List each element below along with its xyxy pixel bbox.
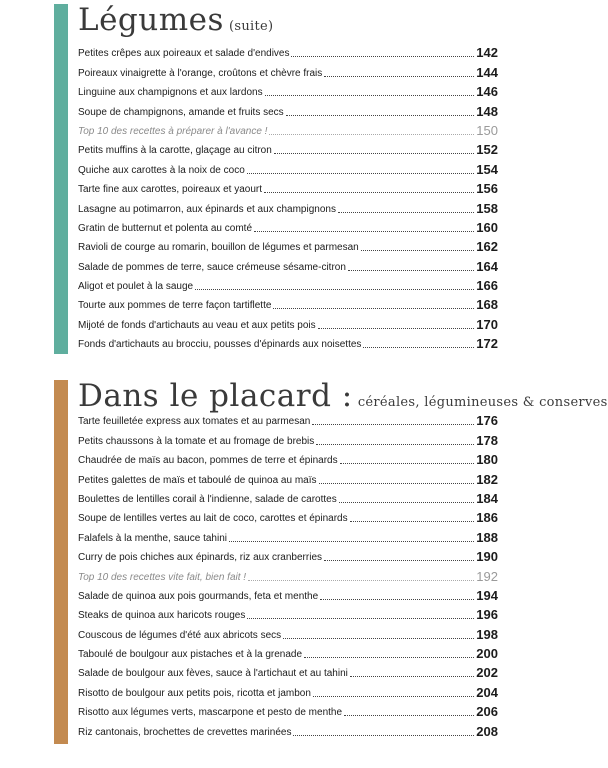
- page-number: 154: [476, 161, 498, 177]
- dot-leader: [254, 231, 474, 232]
- toc-entry: [78, 41, 498, 60]
- toc-entry: [78, 312, 498, 331]
- recipe-title: Boulettes de lentilles corail à l'indienne, salade de carottes: [78, 493, 337, 505]
- dot-leader: [320, 599, 474, 600]
- page-number: 180: [476, 452, 498, 468]
- dot-leader: [229, 541, 474, 542]
- dot-leader: [291, 56, 474, 57]
- dot-leader: [283, 638, 474, 639]
- toc-entry: [78, 719, 498, 738]
- section-subtitle: céréales, légumineuses & conserves: [357, 395, 608, 410]
- section-color-bar: [54, 4, 68, 354]
- recipe-title: Tarte fine aux carottes, poireaux et yaourt: [78, 184, 262, 196]
- recipe-title: Salade de boulgour aux fèves, sauce à l'artichaut et au tahini: [78, 668, 348, 680]
- page-number: 176: [476, 413, 498, 429]
- section-title: Dans le placard :: [78, 378, 353, 414]
- recipe-title: Tourte aux pommes de terre façon tartiflette: [78, 300, 272, 312]
- page-number: 192: [476, 568, 498, 584]
- dot-leader: [340, 463, 475, 464]
- page-number: 204: [476, 684, 498, 700]
- toc-entry: [78, 584, 498, 603]
- dot-leader: [293, 735, 474, 736]
- recipe-title: Curry de pois chiches aux épinards, riz aux cranberries: [78, 552, 322, 564]
- page-number: 150: [476, 122, 498, 138]
- recipe-title: Linguine aux champignons et aux lardons: [78, 87, 263, 99]
- recipe-title: Petits muffins à la carotte, glaçage au citron: [78, 145, 272, 157]
- toc-entry-highlight: [78, 119, 498, 138]
- recipe-title: Soupe de lentilles vertes au lait de coco, carottes et épinards: [78, 513, 348, 525]
- page-number: 152: [476, 142, 498, 158]
- page-number: 162: [476, 239, 498, 255]
- recipe-title: Riz cantonais, brochettes de crevettes marinées: [78, 726, 292, 738]
- toc-entry: [78, 428, 498, 447]
- recipe-title: Salade de quinoa aux pois gourmands, feta et menthe: [78, 590, 319, 602]
- toc-entry: [78, 293, 498, 312]
- toc-entry: [78, 525, 498, 544]
- toc-entry: [78, 622, 498, 641]
- toc-entry: [78, 235, 498, 254]
- page-number: 144: [476, 64, 498, 80]
- recipe-title: Petites galettes de maïs et taboulé de quinoa au maïs: [78, 474, 317, 486]
- dot-leader: [361, 250, 475, 251]
- recipe-title: Soupe de champignons, amande et fruits secs: [78, 106, 284, 118]
- section-title: Légumes: [78, 2, 224, 38]
- dot-leader: [339, 502, 475, 503]
- toc-entry: [78, 274, 498, 293]
- page-number: 170: [476, 316, 498, 332]
- dot-leader: [344, 715, 474, 716]
- page-number: 178: [476, 432, 498, 448]
- dot-leader: [319, 483, 475, 484]
- recipe-title: Top 10 des recettes vite fait, bien fait !: [78, 571, 247, 583]
- recipe-title: Petites crêpes aux poireaux et salade d'endives: [78, 48, 290, 60]
- page-number: 196: [476, 607, 498, 623]
- dot-leader: [350, 676, 474, 677]
- page-number: 206: [476, 704, 498, 720]
- page-number: 146: [476, 84, 498, 100]
- dot-leader: [248, 580, 474, 581]
- recipe-title: Risotto aux légumes verts, mascarpone et pesto de menthe: [78, 707, 343, 719]
- toc-entry: [78, 60, 498, 79]
- toc-entry: [78, 80, 498, 99]
- page-number: 164: [476, 258, 498, 274]
- page-number: 194: [476, 587, 498, 603]
- dot-leader: [363, 347, 474, 348]
- dot-leader: [312, 424, 474, 425]
- dot-leader: [318, 328, 475, 329]
- recipe-title: Fonds d'artichauts au brocciu, pousses d'épinards aux noisettes: [78, 339, 362, 351]
- dot-leader: [338, 212, 474, 213]
- recipe-title: Petits chaussons à la tomate et au fromage de brebis: [78, 435, 315, 447]
- recipe-title: Top 10 des recettes à préparer à l'avance !: [78, 125, 268, 137]
- toc-entry: [78, 603, 498, 622]
- toc-entry: [78, 177, 498, 196]
- page-number: 160: [476, 219, 498, 235]
- toc-entry: [78, 138, 498, 157]
- dot-leader: [247, 173, 475, 174]
- page-number: 172: [476, 336, 498, 352]
- recipe-title: Lasagne au potimarron, aux épinards et aux champignons: [78, 203, 336, 215]
- recipe-title: Gratin de butternut et polenta au comté: [78, 222, 252, 234]
- toc-entry: [78, 487, 498, 506]
- dot-leader: [304, 657, 474, 658]
- dot-leader: [247, 618, 474, 619]
- recipe-title: Poireaux vinaigrette à l'orange, croûtons et chèvre frais: [78, 67, 323, 79]
- toc-entry: [78, 448, 498, 467]
- dot-leader: [286, 115, 475, 116]
- recipe-title: Steaks de quinoa aux haricots rouges: [78, 610, 246, 622]
- toc-entry: [78, 409, 498, 428]
- recipe-title: Falafels à la menthe, sauce tahini: [78, 532, 227, 544]
- recipe-title: Tarte feuilletée express aux tomates et au parmesan: [78, 416, 311, 428]
- dot-leader: [316, 444, 474, 445]
- recipe-title: Salade de pommes de terre, sauce crémeuse sésame-citron: [78, 261, 346, 273]
- dot-leader: [265, 95, 475, 96]
- toc-entry: [78, 254, 498, 273]
- page-number: 188: [476, 529, 498, 545]
- section-subtitle: (suite): [229, 19, 274, 34]
- dot-leader: [195, 289, 474, 290]
- toc-entry: [78, 700, 498, 719]
- recipe-title: Mijoté de fonds d'artichauts au veau et aux petits pois: [78, 319, 316, 331]
- dot-leader: [274, 153, 474, 154]
- toc-entry: [78, 545, 498, 564]
- toc-entry: [78, 157, 498, 176]
- toc-entry: [78, 196, 498, 215]
- toc-entry-highlight: [78, 564, 498, 583]
- page-number: 156: [476, 181, 498, 197]
- page-number: 184: [476, 490, 498, 506]
- page-number: 190: [476, 549, 498, 565]
- dot-leader: [273, 308, 474, 309]
- dot-leader: [324, 560, 474, 561]
- dot-leader: [350, 521, 475, 522]
- toc-entry: [78, 216, 498, 235]
- dot-leader: [324, 76, 474, 77]
- page-number: 208: [476, 723, 498, 739]
- recipe-title: Couscous de légumes d'été aux abricots secs: [78, 629, 282, 641]
- section-color-bar: [54, 380, 68, 744]
- recipe-title: Taboulé de boulgour aux pistaches et à la grenade: [78, 649, 303, 661]
- dot-leader: [269, 134, 474, 135]
- page-number: 166: [476, 278, 498, 294]
- toc-entry: [78, 642, 498, 661]
- toc-entry: [78, 680, 498, 699]
- dot-leader: [264, 192, 474, 193]
- page-number: 198: [476, 626, 498, 642]
- toc-entry: [78, 332, 498, 351]
- page-number: 168: [476, 297, 498, 313]
- page-number: 202: [476, 665, 498, 681]
- page-number: 200: [476, 646, 498, 662]
- recipe-title: Ravioli de courge au romarin, bouillon de légumes et parmesan: [78, 242, 359, 254]
- section-heading: [78, 2, 273, 38]
- page-number: 186: [476, 510, 498, 526]
- recipe-list: [78, 409, 498, 739]
- recipe-title: Chaudrée de maïs au bacon, pommes de terre et épinards: [78, 455, 338, 467]
- toc-entry: [78, 661, 498, 680]
- recipe-list: [78, 41, 498, 351]
- recipe-title: Aligot et poulet à la sauge: [78, 281, 194, 293]
- recipe-title: Risotto de boulgour aux petits pois, ricotta et jambon: [78, 687, 311, 699]
- page-number: 148: [476, 103, 498, 119]
- dot-leader: [348, 270, 474, 271]
- toc-entry: [78, 467, 498, 486]
- recipe-title: Quiche aux carottes à la noix de coco: [78, 164, 245, 176]
- toc-entry: [78, 506, 498, 525]
- page-number: 158: [476, 200, 498, 216]
- toc-entry: [78, 99, 498, 118]
- dot-leader: [313, 696, 474, 697]
- page-number: 182: [476, 471, 498, 487]
- page-number: 142: [476, 45, 498, 61]
